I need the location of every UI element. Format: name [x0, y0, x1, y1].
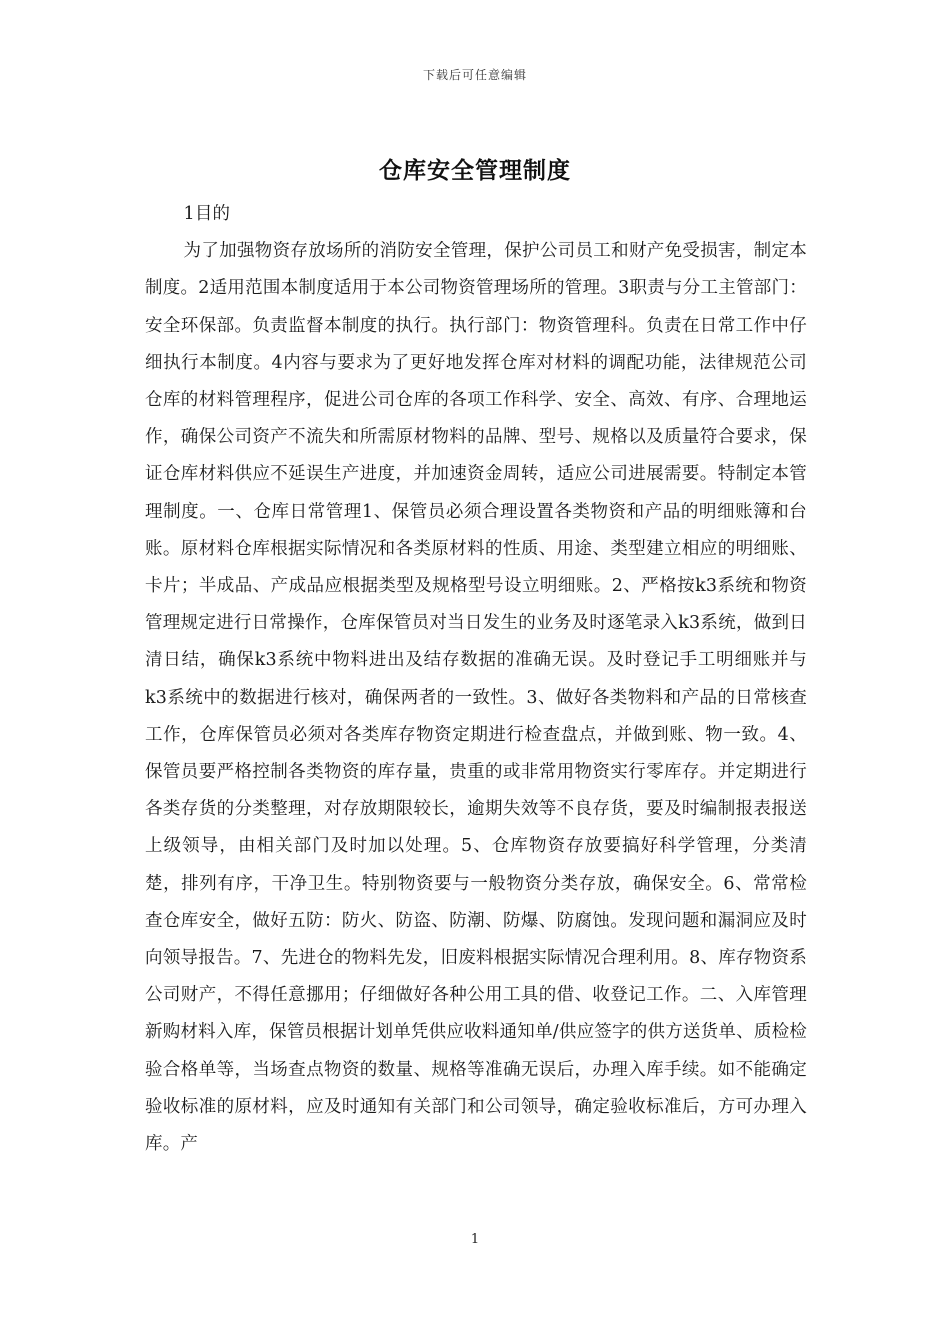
document-title: 仓库安全管理制度	[379, 158, 571, 184]
document-body	[145, 196, 807, 1163]
header-note: 下载后可任意编辑	[422, 68, 527, 82]
section-heading: 1目的	[183, 204, 231, 224]
page-number: 1	[470, 1232, 480, 1247]
body-paragraph: 为了加强物资存放场所的消防安全管理，保护公司员工和财产免受损害，制定本制度。2适用范围本制度适用于本公司物资管理场所的管理。3职责与分工主管部门：安全环保部。负责监督本制度的执行。执行部门：物资管理科。负责在日常工作中仔细执行本制度。4内容与要求为了更好地发挥仓库对材料的调配功能，法律规范公司仓库的材料管理程序，促进公司仓库的各项工作科学、安全、高效、有序、合理地运作，确保公司资产不流失和所需原材物料的品牌、型号、规格以及质量符合要求，保证仓库材料供应不延误生产进度，并加速资金周转，适应公司进展需要。特制定本管理制度。一、仓库日常管理1、保管员必须合理设置各类物资和产品的明细账簿和台账。原材料仓库根据实际情况和各类原材料的性质、用途、类型建立相应的明细账、卡片；半成品、产成品应根据类型及规格型号设立明细账。2、严格按k3系统和物资管理规定进行日常操作，仓库保管员对当日发生的业务及时逐笔录入k3系统，做到日清日结，确保k3系统中物料进出及结存数据的准确无误。及时登记手工明细账并与k3系统中的数据进行核对，确保两者的一致性。3、做好各类物料和产品的日常核查工作，仓库保管员必须对各类库存物资定期进行检查盘点，并做到账、物一致。4、保管员要严格控制各类物资的库存量，贵重的或非常用物资实行零库存。并定期进行各类存货的分类整理，对存放期限较长，逾期失效等不良存货，要及时编制报表报送上级领导，由相关部门及时加以处理。5、仓库物资存放要搞好科学管理，分类清楚，排列有序，干净卫生。特别物资要与一般物资分类存放，确保安全。6、常常检查仓库安全，做好五防：防火、防盗、防潮、防爆、防腐蚀。发现问题和漏洞应及时向领导报告。7、先进仓的物料先发，旧废料根据实际情况合理利用。8、库存物资系公司财产，不得任意挪用；仔细做好各种公用工具的借、收登记工作。二、入库管理新购材料入库，保管员根据计划单凭供应收料通知单/供应签字的供方送货单、质检检验合格单等，当场查点物资的数量、规格等准确无误后，办理入库手续。如不能确定验收标准的原材料，应及时通知有关部门和公司领导，确定验收标准后，方可办理入库。产	[145, 241, 807, 1155]
